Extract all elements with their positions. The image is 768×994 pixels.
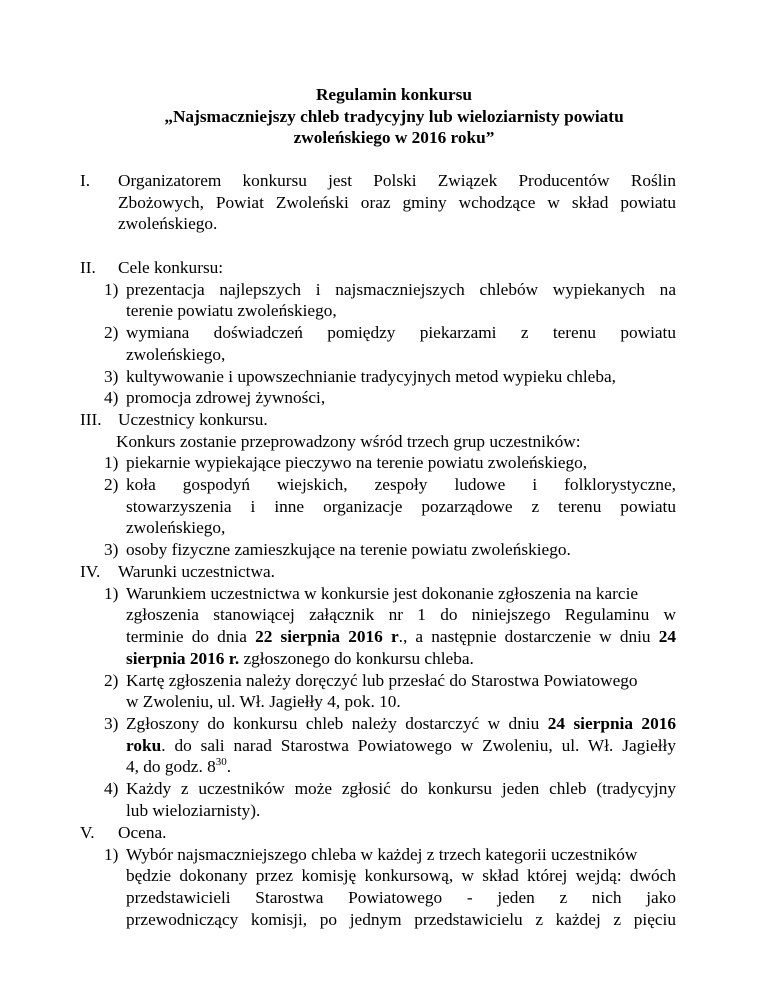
section-5-numeral: V. [80, 823, 95, 842]
document-title [110, 84, 678, 149]
list-item-number: 2) [104, 475, 119, 495]
list-item-number: 3) [104, 540, 119, 560]
list-item-number: 1) [104, 844, 119, 864]
section-1-numeral: I. [80, 171, 91, 190]
text-line: osoby fizyczne zamieszkujące na terenie powiatu zwoleńskiego. [126, 540, 571, 560]
section-3-intro: Konkurs zostanie przeprowadzony wśród trzech grup uczestników: [116, 431, 581, 451]
text-line: Warunkiem uczestnictwa w konkursie jest dokonanie zgłoszenia na karcie [126, 583, 639, 603]
section-2-numeral: II. [80, 258, 96, 277]
text-line: Kartę zgłoszenia należy doręczyć lub przesłać do Starostwa Powiatowego [126, 670, 638, 690]
list-item-number: 2) [104, 323, 119, 343]
text-run: zgłoszonego do konkursu chleba. [239, 648, 474, 668]
text-line: przedstawicieli Starostwa Powiatowego - jeden z nich jako [126, 888, 676, 908]
list-item-number: 2) [104, 670, 119, 690]
text-line: przewodniczący komisji, po jednym przedstawicielu z każdej z pięciu [126, 909, 676, 929]
text-line [126, 626, 676, 648]
text-line: zwoleńskiego, [126, 344, 226, 364]
text-line: zwoleńskiego, [126, 518, 226, 538]
text-line: zgłoszenia stanowiącej załącznik nr 1 do niniejszego Regulaminu w [126, 605, 676, 625]
text-line [126, 756, 676, 778]
text-line [126, 735, 676, 757]
text-line: kultywowanie i upowszechnianie tradycyjnych metod wypieku chleba, [126, 366, 616, 386]
delivery-date-part: roku [126, 735, 162, 755]
section-3-heading: Uczestnicy konkursu. [118, 410, 268, 429]
list-item-number: 3) [104, 713, 119, 733]
deadline-date: 22 sierpnia 2016 r [255, 627, 399, 647]
time-superscript: 30 [215, 756, 227, 769]
text-line: terenie powiatu zwoleńskiego, [126, 301, 337, 321]
text-line: będzie dokonany przez komisję konkursową, w skład której wejdą: dwóch [126, 866, 676, 886]
text-line: stowarzyszenia i inne organizacje pozarządowe z terenu powiatu [126, 496, 676, 516]
text-line: Każdy z uczestników może zgłosić do konkursu jeden chleb (tradycyjny [126, 779, 676, 798]
text-run: terminie do dnia [126, 627, 256, 647]
text-line: zwoleńskiego. [118, 214, 218, 234]
text-line: Zbożowych, Powiat Zwoleński oraz gminy wchodzące w skład powiatu [118, 192, 676, 212]
text-run: . do sali narad Starostwa Powiatowego w Zwoleniu, ul. Wł. Jagiełły [161, 735, 676, 755]
text-run: Zgłoszony do konkursu chleb należy dostarczyć w dniu [126, 713, 548, 733]
section-2-heading: Cele konkursu: [118, 258, 224, 277]
delivery-date-part: sierpnia 2016 r. [126, 648, 240, 668]
text-line: wymiana doświadczeń pomiędzy piekarzami z terenu powiatu [126, 323, 676, 343]
list-item-number: 1) [104, 583, 119, 603]
title-line-3: zwoleńskiego w 2016 roku” [293, 128, 495, 148]
text-run: ., a następnie dostarczenie w dniu [398, 627, 659, 647]
text-line: piekarnie wypiekające pieczywo na terenie powiatu zwoleńskiego, [126, 453, 588, 473]
section-1-text [118, 170, 676, 235]
text-line: promocja zdrowej żywności, [126, 388, 326, 408]
text-line: Organizatorem konkursu jest Polski Związek Producentów Roślin [118, 171, 676, 190]
section-4-heading: Warunki uczestnictwa. [118, 562, 275, 581]
title-line-1: Regulamin konkursu [315, 85, 473, 104]
section-3-numeral: III. [80, 410, 102, 429]
delivery-date: 24 sierpnia 2016 [547, 713, 676, 733]
text-line [126, 648, 676, 670]
text-run: . [226, 757, 232, 777]
list-item-number: 4) [104, 388, 119, 408]
text-line: w Zwoleniu, ul. Wł. Jagiełły 4, pok. 10. [126, 692, 401, 712]
section-5-heading: Ocena. [118, 823, 167, 842]
list-item-number: 1) [104, 279, 119, 299]
text-line: Wybór najsmaczniejszego chleba w każdej z trzech kategorii uczestników [126, 844, 638, 864]
text-run: 4, do godz. 8 [126, 757, 216, 777]
text-line [126, 713, 676, 735]
delivery-date-part: 24 [658, 627, 676, 647]
text-line: koła gospodyń wiejskich, zespoły ludowe i folklorystyczne, [126, 475, 676, 495]
list-item-number: 3) [104, 366, 119, 386]
list-item-number: 4) [104, 779, 119, 798]
title-line-2: „Najsmaczniejszy chleb tradycyjny lub wieloziarnisty powiatu [164, 106, 624, 126]
section-4-numeral: IV. [80, 562, 101, 581]
text-line: prezentacja najlepszych i najsmaczniejszych chlebów wypiekanych na [126, 279, 676, 299]
text-line: lub wieloziarnisty). [126, 800, 261, 820]
list-item-number: 1) [104, 453, 119, 473]
